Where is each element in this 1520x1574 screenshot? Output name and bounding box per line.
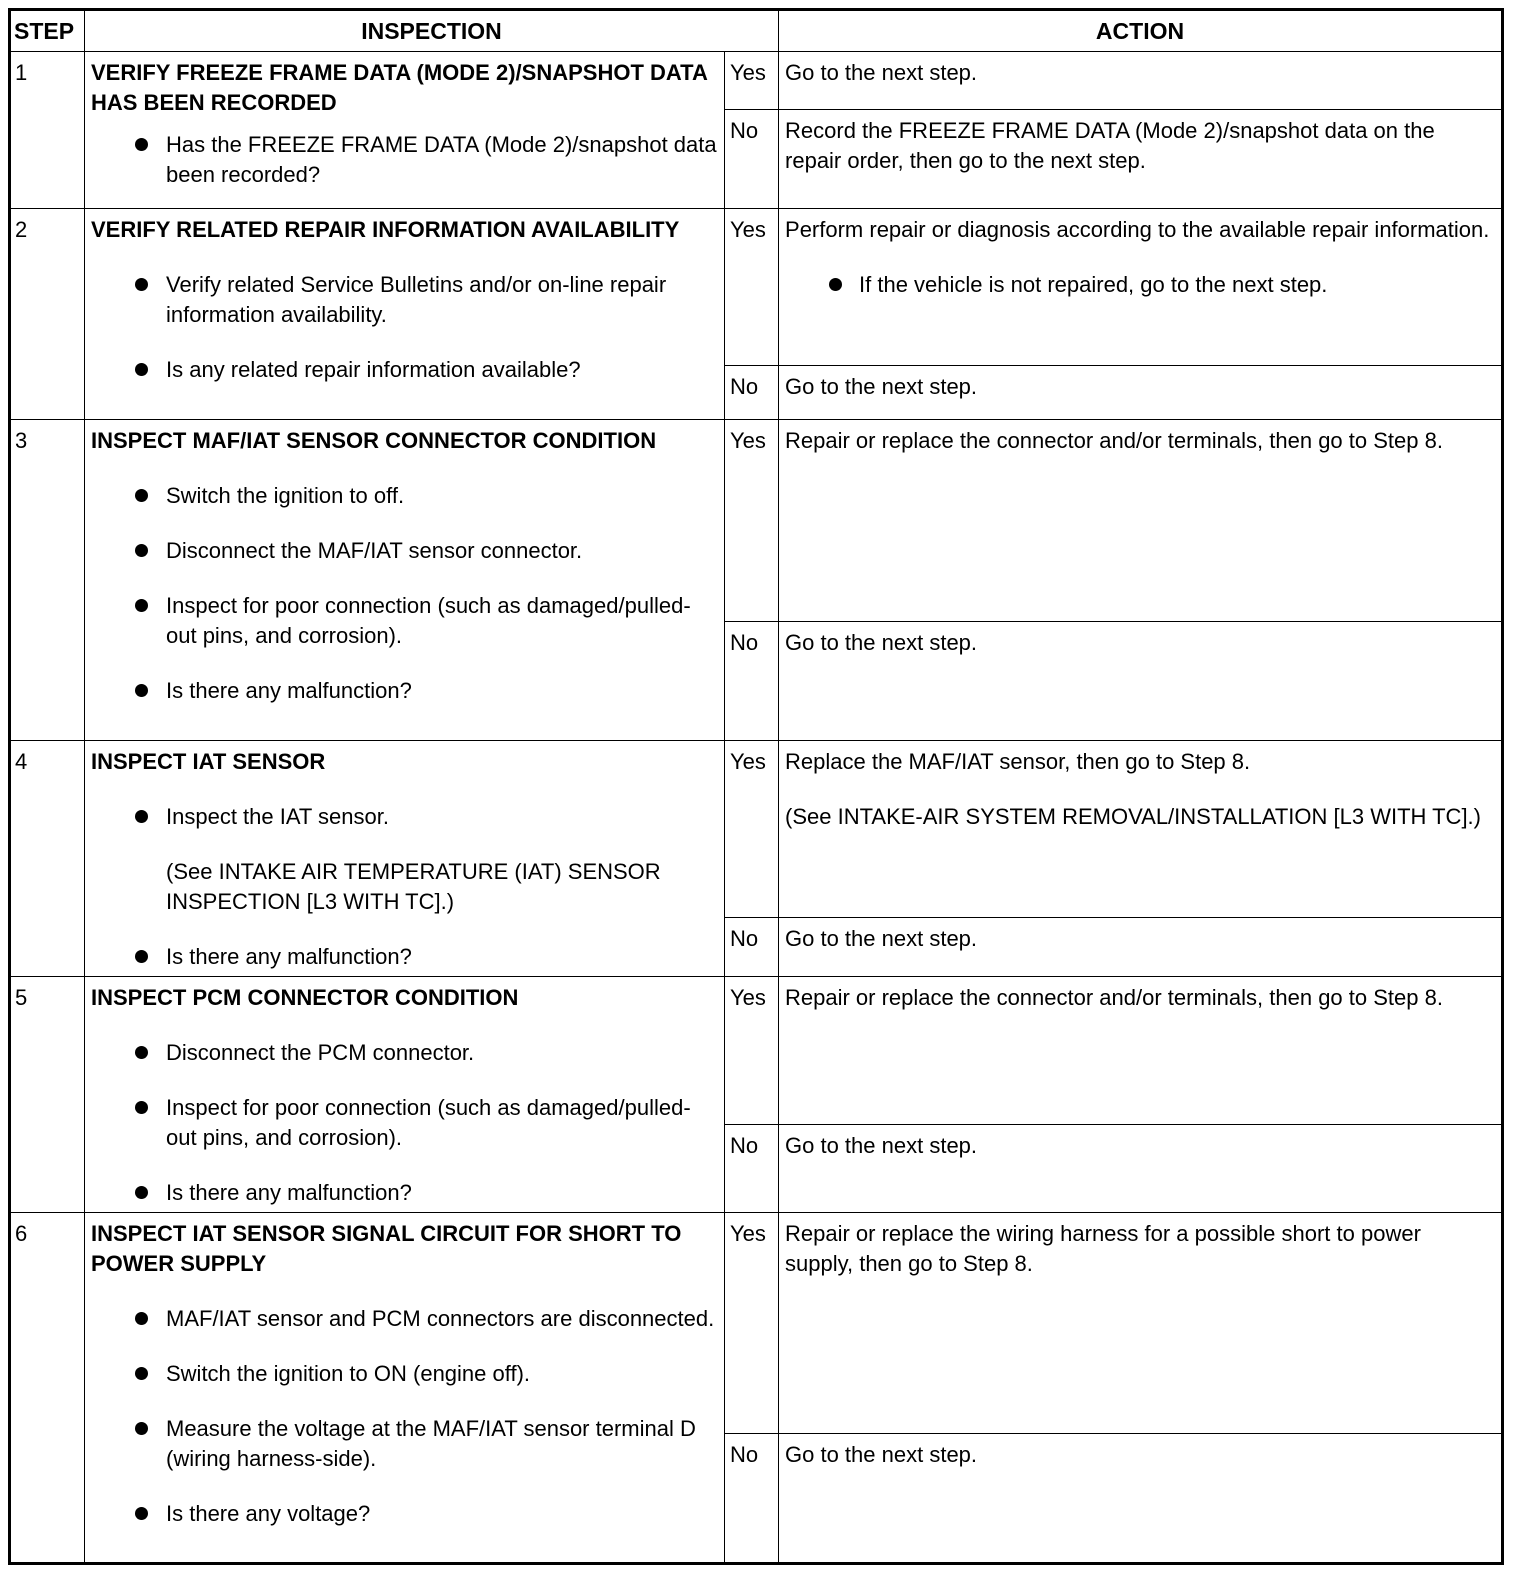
list-item: Is there any voltage? [91,1499,718,1529]
table-header-row [10,10,1503,52]
list-item: Inspect for poor connection (such as damaged/pulled-out pins, and corrosion). [91,1093,718,1153]
bullet-icon [135,544,148,557]
inspection-cell [85,209,725,420]
bullet-icon [135,1101,148,1114]
table-row [10,977,1503,1125]
inspection-cell [85,420,725,741]
no-label: No [725,1434,779,1564]
yes-label: Yes [725,52,779,110]
action-list [785,270,1495,300]
no-action: Go to the next step. [779,622,1503,741]
bullet-icon [135,599,148,612]
list-item: Inspect the IAT sensor. (See INTAKE AIR TEMPERATURE (IAT) SENSOR INSPECTION [L3 WITH TC].) [91,802,718,917]
inspection-column-header: INSPECTION [85,10,779,52]
bullet-icon [135,1367,148,1380]
yes-action: Repair or replace the connector and/or terminals, then go to Step 8. [779,977,1503,1125]
step-number: 2 [10,209,85,420]
list-item: Is there any malfunction? [91,942,718,972]
list-item: MAF/IAT sensor and PCM connectors are disconnected. [91,1304,718,1334]
bullet-icon [135,1507,148,1520]
table-row [10,741,1503,918]
step-title: VERIFY RELATED REPAIR INFORMATION AVAILABILITY [91,217,680,242]
bullet-icon [829,278,842,291]
list-item: Is there any malfunction? [91,1178,718,1208]
no-label: No [725,366,779,420]
inspection-cell [85,977,725,1213]
step-title: INSPECT MAF/IAT SENSOR CONNECTOR CONDITION [91,428,657,453]
bullet-icon [135,810,148,823]
list-item: Inspect for poor connection (such as damaged/pulled-out pins, and corrosion). [91,591,718,651]
yes-label: Yes [725,741,779,918]
bullet-icon [135,138,148,151]
bullet-icon [135,1312,148,1325]
no-label: No [725,1125,779,1213]
list-item: Measure the voltage at the MAF/IAT sensor terminal D (wiring harness-side). [91,1414,718,1474]
bullet-icon [135,1186,148,1199]
bullet-icon [135,684,148,697]
inspection-cell [85,1213,725,1564]
bullet-icon [135,950,148,963]
step-number: 3 [10,420,85,741]
no-label: No [725,622,779,741]
yes-label: Yes [725,209,779,366]
step-number: 1 [10,52,85,209]
reference-note: (See INTAKE-AIR SYSTEM REMOVAL/INSTALLATION [L3 WITH TC].) [785,804,1481,829]
list-item: Switch the ignition to off. [91,481,718,511]
inspection-cell [85,741,725,977]
no-action: Record the FREEZE FRAME DATA (Mode 2)/snapshot data on the repair order, then go to the next step. [779,110,1503,209]
no-label: No [725,110,779,209]
inspection-list [91,130,718,190]
inspection-list [91,481,718,706]
no-label: No [725,918,779,977]
bullet-icon [135,1046,148,1059]
no-action: Go to the next step. [779,1125,1503,1213]
inspection-list [91,1038,718,1208]
yes-action: Go to the next step. [779,52,1503,110]
step-title: INSPECT IAT SENSOR [91,749,326,774]
list-item: Disconnect the MAF/IAT sensor connector. [91,536,718,566]
list-item: Disconnect the PCM connector. [91,1038,718,1068]
list-item: Has the FREEZE FRAME DATA (Mode 2)/snapshot data been recorded? [91,130,718,190]
diagnostic-procedure-table [8,8,1504,1565]
no-action: Go to the next step. [779,918,1503,977]
inspection-cell [85,52,725,209]
yes-label: Yes [725,977,779,1125]
yes-action: Repair or replace the wiring harness for a possible short to power supply, then go to Step 8. [779,1213,1503,1434]
table-row [10,1213,1503,1434]
no-action: Go to the next step. [779,366,1503,420]
yes-label: Yes [725,420,779,622]
list-item: Switch the ignition to ON (engine off). [91,1359,718,1389]
list-item: Is there any malfunction? [91,676,718,706]
step-column-header: STEP [10,10,85,52]
table-row [10,209,1503,366]
inspection-list [91,802,718,972]
inspection-list [91,270,718,385]
yes-action: Repair or replace the connector and/or terminals, then go to Step 8. [779,420,1503,622]
step-number: 5 [10,977,85,1213]
step-title: INSPECT IAT SENSOR SIGNAL CIRCUIT FOR SHORT TO POWER SUPPLY [91,1221,682,1276]
bullet-icon [135,1422,148,1435]
bullet-icon [135,278,148,291]
action-column-header: ACTION [779,10,1503,52]
list-item: Verify related Service Bulletins and/or on-line repair information availability. [91,270,718,330]
yes-action: Perform repair or diagnosis according to the available repair information. If the vehicle is not repaired, go to the next step. [779,209,1503,366]
list-item: Is any related repair information available? [91,355,718,385]
bullet-icon [135,363,148,376]
bullet-icon [135,489,148,502]
step-number: 6 [10,1213,85,1564]
list-item: If the vehicle is not repaired, go to the next step. [785,270,1495,300]
no-action: Go to the next step. [779,1434,1503,1564]
yes-action: Replace the MAF/IAT sensor, then go to Step 8. (See INTAKE-AIR SYSTEM REMOVAL/INSTALLATION [L3 WITH TC].) [779,741,1503,918]
table-row [10,52,1503,110]
step-number: 4 [10,741,85,977]
step-title: VERIFY FREEZE FRAME DATA (MODE 2)/SNAPSHOT DATA HAS BEEN RECORDED [91,60,708,115]
inspection-list [91,1304,718,1529]
yes-label: Yes [725,1213,779,1434]
step-title: INSPECT PCM CONNECTOR CONDITION [91,985,519,1010]
table-row [10,420,1503,622]
reference-note: (See INTAKE AIR TEMPERATURE (IAT) SENSOR INSPECTION [L3 WITH TC].) [166,859,661,914]
